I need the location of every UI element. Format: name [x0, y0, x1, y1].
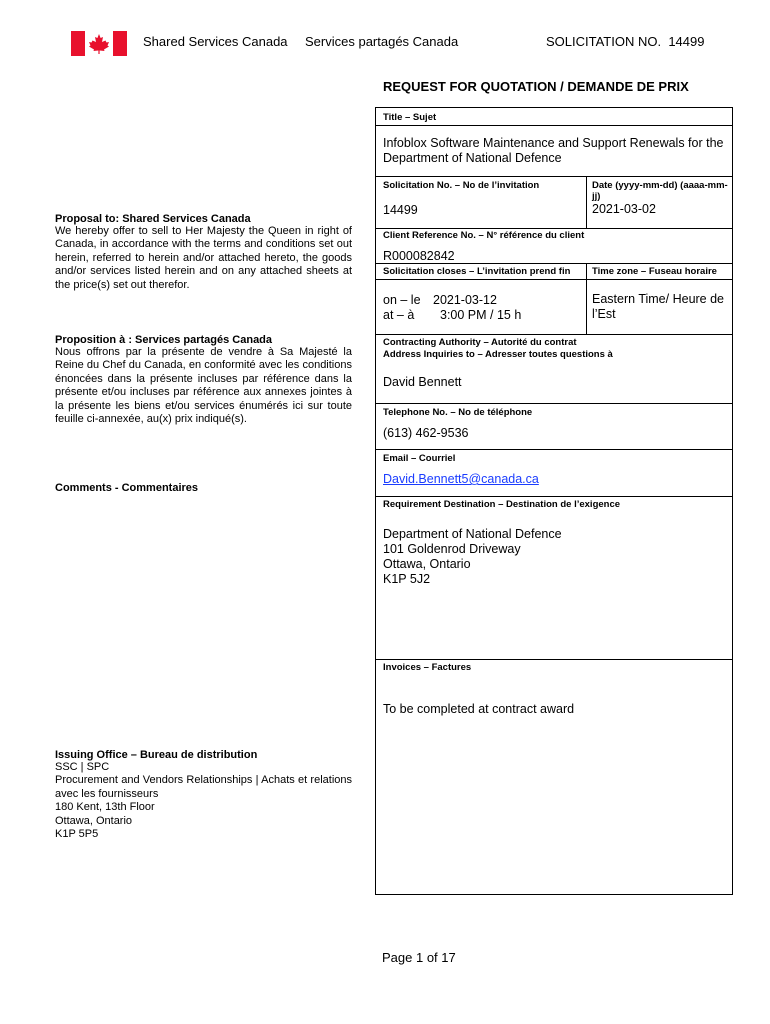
closes-on-label: on – le — [383, 293, 421, 307]
closes-label: Solicitation closes – L’invitation prend fin — [383, 266, 571, 277]
page-number: Page 1 of 17 — [382, 950, 456, 965]
org-name-en: Shared Services Canada — [143, 34, 288, 49]
destination-line: 101 Goldenrod Driveway — [383, 542, 521, 556]
proposal-fr-text: Nous offrons par la présente de vendre à Sa Majesté la Reine du Chef du Canada, en conformité avec les conditions énoncées dans la présente incluses par référence dans la présente et/ou incluses par référence aux annexes jointes à la présente les biens et/ou services énumérés ici sur toute feuille ci-annexée, au(x) prix indiqué(s). — [55, 346, 352, 426]
issuing-heading: Issuing Office – Bureau de distribution — [55, 749, 258, 761]
client-ref-value: R000082842 — [383, 249, 455, 263]
address-inquiries-label: Address Inquiries to – Adresser toutes questions à — [383, 349, 613, 360]
issuing-line: K1P 5P5 — [55, 828, 99, 841]
comments-heading: Comments - Commentaires — [55, 482, 199, 494]
phone-value: (613) 462-9536 — [383, 426, 469, 440]
date-value: 2021-03-02 — [592, 202, 656, 216]
destination-line: Ottawa, Ontario — [383, 557, 471, 571]
phone-label: Telephone No. – No de téléphone — [383, 407, 533, 418]
client-ref-label: Client Reference No. – N° référence du client — [383, 230, 585, 241]
email-label: Email – Courriel — [383, 453, 456, 464]
timezone-label: Time zone – Fuseau horaire — [592, 266, 717, 277]
issuing-line: 180 Kent, 13th Floor — [55, 801, 155, 814]
invoices-label: Invoices – Factures — [383, 662, 472, 673]
proposal-en-heading: Proposal to: Shared Services Canada — [55, 213, 251, 225]
org-name-fr: Services partagés Canada — [305, 34, 459, 49]
email-link[interactable]: David.Bennett5@canada.ca — [383, 472, 539, 486]
contracting-value: David Bennett — [383, 375, 462, 389]
solicitation-header-number: 14499 — [668, 34, 705, 49]
destination-label: Requirement Destination – Destination de l’exigence — [383, 499, 621, 510]
solicitation-header-label: SOLICITATION NO. — [546, 34, 662, 49]
title-value: Infoblox Software Maintenance and Support Renewals for the Department of National Defence — [383, 136, 724, 165]
rfq-form — [375, 107, 733, 895]
contracting-authority-label: Contracting Authority – Autorité du contrat — [383, 337, 577, 348]
solicitation-header — [546, 34, 704, 49]
proposal-fr — [55, 334, 352, 426]
document-title: REQUEST FOR QUOTATION / DEMANDE DE PRIX — [383, 79, 689, 94]
proposal-fr-heading: Proposition à : Services partagés Canada — [55, 334, 273, 346]
issuing-line: Ottawa, Ontario — [55, 814, 133, 827]
destination-line: K1P 5J2 — [383, 572, 431, 586]
destination-line: Department of National Defence — [383, 527, 562, 541]
closes-at-label: at – à — [383, 308, 415, 322]
canada-flag-icon — [71, 31, 127, 56]
date-label: Date (yyyy-mm-dd) (aaaa-mm-jj) — [592, 180, 728, 202]
invoices-value: To be completed at contract award — [383, 702, 575, 716]
proposal-en — [55, 213, 352, 292]
closes-at-value: 3:00 PM / 15 h — [440, 308, 522, 322]
proposal-en-text: We hereby offer to sell to Her Majesty the Queen in right of Canada, in accordance with the terms and conditions set out herein, referred to herein and/or attached hereto, the goods and/or services listed herein and on any attached sheets at the price(s) set out therefor. — [55, 225, 352, 291]
timezone-value: Eastern Time/ Heure de l’Est — [592, 292, 725, 321]
issuing-line: Procurement and Vendors Relationships | Achats et relations avec les fournisseurs — [55, 774, 352, 800]
solicitation-no-label: Solicitation No. – No de l’invitation — [383, 180, 540, 191]
closes-on-value: 2021-03-12 — [433, 293, 497, 307]
solicitation-no-value: 14499 — [383, 203, 418, 217]
issuing-office — [55, 749, 352, 841]
title-label: Title – Sujet — [383, 112, 437, 123]
issuing-line: SSC | SPC — [55, 761, 110, 773]
